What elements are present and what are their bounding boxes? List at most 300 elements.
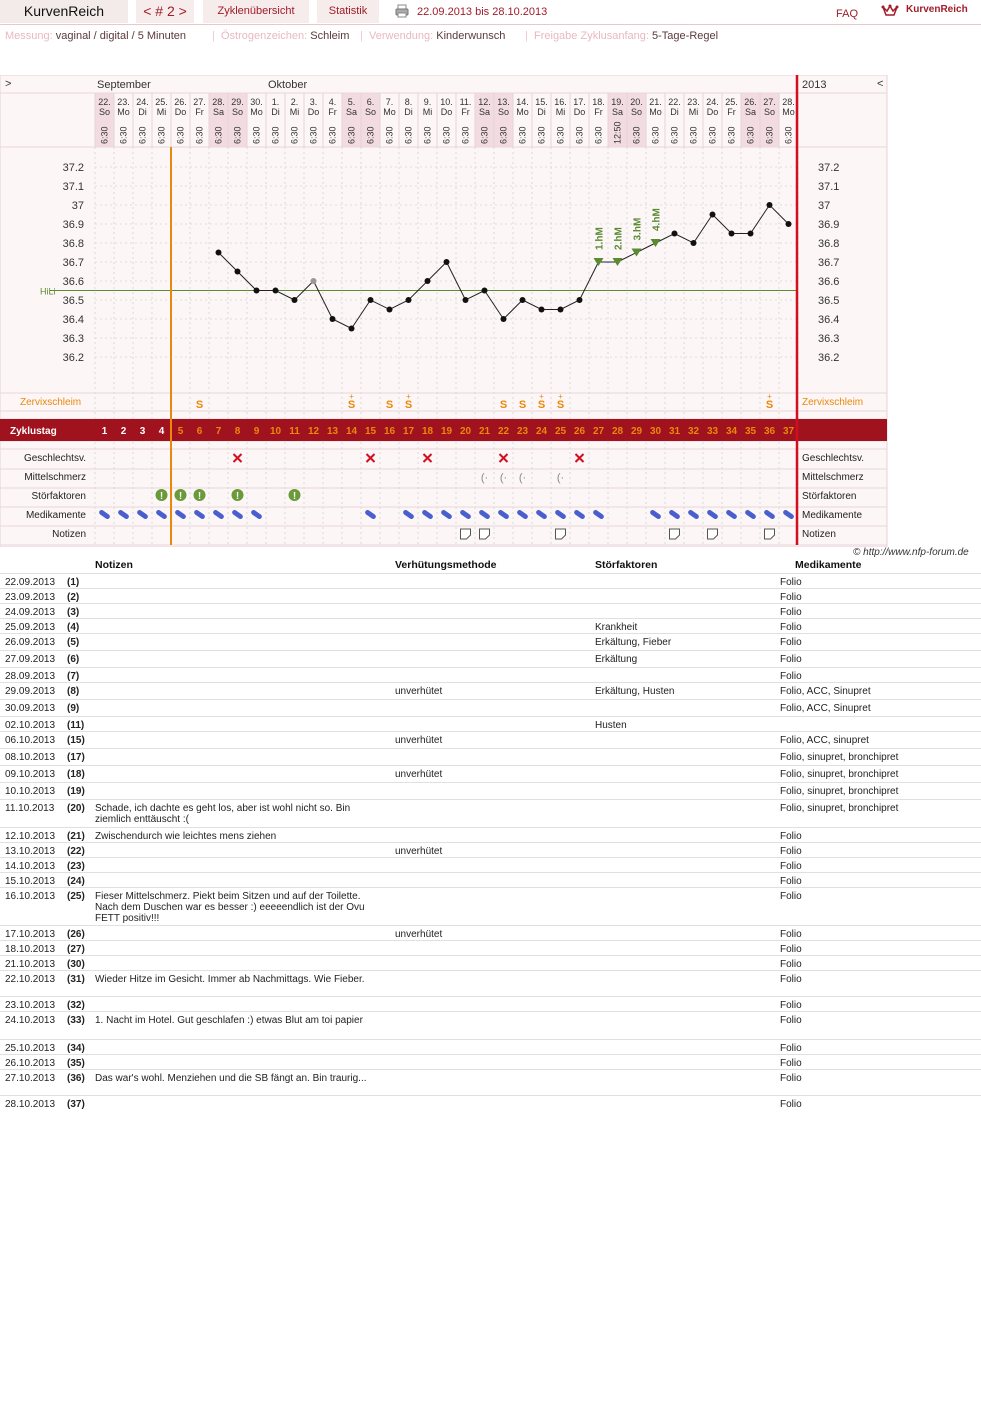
row-meds: Folio bbox=[780, 622, 802, 633]
mittelschmerz-icon: (· bbox=[518, 472, 527, 484]
cycleday-row-label: Zyklustag bbox=[10, 426, 57, 437]
temperature-point bbox=[444, 259, 450, 265]
y-tick-label-right: 36.4 bbox=[818, 314, 840, 326]
mittelschmerz-icon: (· bbox=[480, 472, 489, 484]
row-meds: Folio bbox=[780, 831, 802, 842]
row-cycle-day: (18) bbox=[67, 769, 85, 780]
row-method: unverhütet bbox=[395, 769, 443, 780]
temperature-point bbox=[330, 316, 336, 322]
meta-value: 5-Tage-Regel bbox=[652, 30, 719, 42]
cycle-day-number: 34 bbox=[725, 426, 738, 437]
row-date: 26.09.2013 bbox=[5, 637, 56, 648]
y-tick-label-right: 36.9 bbox=[818, 219, 840, 231]
date-label: 24. bbox=[706, 97, 719, 107]
high-marker-label: 4.hM bbox=[651, 208, 663, 231]
meta-key: Verwendung: bbox=[369, 30, 434, 42]
row-meds: Folio bbox=[780, 1043, 802, 1054]
row-cycle-day: (22) bbox=[67, 846, 85, 857]
temperature-point bbox=[216, 250, 222, 256]
row-date: 21.10.2013 bbox=[5, 959, 56, 970]
weekday-label: Sa bbox=[212, 107, 225, 117]
y-tick-label-left: 36.3 bbox=[62, 333, 84, 345]
weekday-label: Sa bbox=[611, 107, 624, 117]
row-date: 25.09.2013 bbox=[5, 622, 56, 633]
row-cycle-day: (37) bbox=[67, 1099, 85, 1110]
date-label: 23. bbox=[117, 97, 130, 107]
row-cycle-day: (25) bbox=[67, 891, 85, 902]
date-label: 25. bbox=[725, 97, 738, 107]
row-note: Schade, ich dachte es geht los, aber ist wohl nicht so. Bin ziemlich enttäuscht :( bbox=[95, 803, 351, 825]
cycle-day-number: 21 bbox=[478, 426, 491, 437]
row-date: 09.10.2013 bbox=[5, 769, 56, 780]
date-label: 25. bbox=[155, 97, 168, 107]
row-cycle-day: (31) bbox=[67, 974, 85, 985]
temperature-point bbox=[254, 288, 260, 294]
row-meds: Folio bbox=[780, 592, 802, 603]
cervix-plus-mark: + bbox=[558, 392, 563, 401]
table-row bbox=[0, 842, 981, 858]
meta-estrogen bbox=[221, 30, 349, 42]
y-tick-label-right: 36.7 bbox=[818, 257, 840, 269]
row-cycle-day: (17) bbox=[67, 752, 85, 763]
row-date: 22.10.2013 bbox=[5, 974, 56, 985]
row-note: Fieser Mittelschmerz. Piekt beim Sitzen und auf der Toilette. Nach dem Duschen war es besser :) eeeeendlich ist der Ovu FETT positiv!!! bbox=[95, 891, 365, 924]
row-date: 26.10.2013 bbox=[5, 1058, 56, 1069]
faq-link[interactable]: FAQ bbox=[836, 8, 859, 20]
disturbance-icon-mark: ! bbox=[292, 491, 297, 502]
time-label: 6:30 bbox=[688, 126, 699, 144]
row-date: 22.09.2013 bbox=[5, 577, 56, 588]
high-marker-label: 2.hM bbox=[613, 227, 625, 250]
weekday-label: Mo bbox=[649, 107, 662, 117]
weekday-label: Mi bbox=[422, 107, 433, 117]
row-meds: Folio, ACC, sinupret bbox=[780, 735, 869, 746]
time-label: 6:30 bbox=[327, 126, 338, 144]
cycle-period: 22.09.2013 bis 28.10.2013 bbox=[417, 6, 548, 18]
table-row bbox=[0, 955, 981, 971]
weekday-label: Mi bbox=[688, 107, 699, 117]
date-label: 28. bbox=[782, 97, 795, 107]
weekday-label: Mi bbox=[289, 107, 300, 117]
temperature-point bbox=[273, 288, 279, 294]
cycle-day-number: 27 bbox=[592, 426, 605, 437]
time-label: 6:30 bbox=[498, 126, 509, 144]
cycle-day-number: 5 bbox=[177, 426, 184, 437]
row-note: 1. Nacht im Hotel. Gut geschlafen :) etwas Blut am toi papier bbox=[95, 1015, 363, 1026]
row-meds: Folio bbox=[780, 1073, 802, 1084]
time-label: 6:30 bbox=[441, 126, 452, 144]
row-date: 17.10.2013 bbox=[5, 929, 56, 940]
y-tick-label-left: 36.4 bbox=[62, 314, 84, 326]
cycle-day-number: 16 bbox=[383, 426, 396, 437]
row-date: 14.10.2013 bbox=[5, 861, 56, 872]
header-method: Verhütungsmethode bbox=[395, 559, 497, 571]
high-marker-label: 1.hM bbox=[594, 227, 606, 250]
header-notes: Notizen bbox=[95, 559, 133, 571]
time-label: 6:30 bbox=[403, 126, 414, 144]
time-label: 6:30 bbox=[669, 126, 680, 144]
table-row bbox=[0, 716, 981, 732]
table-row bbox=[0, 748, 981, 766]
row-meds: Folio bbox=[780, 846, 802, 857]
meta-key: Östrogenzeichen: bbox=[221, 30, 308, 42]
date-label: 28. bbox=[212, 97, 225, 107]
temperature-point bbox=[520, 297, 526, 303]
table-row bbox=[0, 940, 981, 956]
row-note: Wieder Hitze im Gesicht. Immer ab Nachmittags. Wie Fieber. bbox=[95, 974, 365, 985]
y-tick-label-left: 37 bbox=[71, 200, 84, 212]
row-cycle-day: (19) bbox=[67, 786, 85, 797]
row-meds: Folio, sinupret, bronchipret bbox=[780, 752, 899, 763]
weekday-label: Mo bbox=[117, 107, 130, 117]
date-label: 27. bbox=[193, 97, 206, 107]
time-label: 6:30 bbox=[289, 126, 300, 144]
y-tick-label-left: 36.5 bbox=[62, 295, 84, 307]
cycle-navigator[interactable]: < # 2 > bbox=[136, 0, 194, 23]
time-label: 12:50 bbox=[612, 121, 623, 144]
row-meds: Folio bbox=[780, 577, 802, 588]
weekday-label: Mo bbox=[516, 107, 529, 117]
table-row bbox=[0, 925, 981, 941]
y-tick-label-right: 36.3 bbox=[818, 333, 840, 345]
weekday-label: Do bbox=[706, 107, 719, 117]
date-label: 22. bbox=[98, 97, 111, 107]
y-tick-label-left: 36.2 bbox=[62, 352, 84, 364]
mittelschmerz-icon: (· bbox=[556, 472, 565, 484]
meta-sep: | bbox=[525, 30, 528, 42]
row-meds: Folio bbox=[780, 891, 802, 902]
time-label: 6:30 bbox=[194, 126, 205, 144]
temperature-point bbox=[292, 297, 298, 303]
row-date: 02.10.2013 bbox=[5, 720, 56, 731]
date-label: 15. bbox=[535, 97, 548, 107]
weekday-label: So bbox=[98, 107, 111, 117]
cycle-day-number: 14 bbox=[345, 426, 358, 437]
disturbance-icon-mark: ! bbox=[197, 491, 202, 502]
y-tick-label-right: 36.6 bbox=[818, 276, 840, 288]
row-date: 15.10.2013 bbox=[5, 876, 56, 887]
cycle-day-number: 33 bbox=[706, 426, 719, 437]
meta-release bbox=[534, 30, 718, 42]
meta-value: Schleim bbox=[310, 30, 350, 42]
cycle-day-number: 32 bbox=[687, 426, 700, 437]
cycle-day-number: 36 bbox=[763, 426, 776, 437]
row-date: 23.09.2013 bbox=[5, 592, 56, 603]
row-meds: Folio bbox=[780, 929, 802, 940]
table-row bbox=[0, 996, 981, 1012]
time-label: 6:30 bbox=[650, 126, 661, 144]
year-label: 2013 bbox=[802, 79, 827, 91]
meta-value: Kinderwunsch bbox=[436, 30, 506, 42]
time-label: 6:30 bbox=[555, 126, 566, 144]
cycle-chart bbox=[0, 75, 890, 547]
meta-key: Freigabe Zyklusanfang: bbox=[534, 30, 649, 42]
time-label: 6:30 bbox=[118, 126, 129, 144]
row-note: Zwischendurch wie leichtes mens ziehen bbox=[95, 831, 277, 842]
cycle-day-number: 29 bbox=[630, 426, 643, 437]
tab-cycle-overview[interactable]: Zyklenübersicht bbox=[203, 0, 309, 23]
date-label: 10. bbox=[440, 97, 453, 107]
cycle-day-number: 6 bbox=[196, 426, 203, 437]
cycle-day-number: 10 bbox=[269, 426, 282, 437]
time-label: 6:30 bbox=[175, 126, 186, 144]
meta-key: Messung: bbox=[5, 30, 53, 42]
date-label: 23. bbox=[687, 97, 700, 107]
copyright-credit: © http://www.nfp-forum.de bbox=[853, 547, 969, 558]
row-note: Das war's wohl. Menziehen und die SB fängt an. Bin traurig... bbox=[95, 1073, 367, 1084]
time-label: 6:30 bbox=[536, 126, 547, 144]
table-row bbox=[0, 682, 981, 700]
row-meds: Folio bbox=[780, 876, 802, 887]
cycle-day-number: 1 bbox=[101, 426, 108, 437]
time-label: 6:30 bbox=[726, 126, 737, 144]
table-row bbox=[0, 857, 981, 873]
row-date: 27.09.2013 bbox=[5, 654, 56, 665]
temperature-point bbox=[558, 307, 564, 313]
date-label: 22. bbox=[668, 97, 681, 107]
disturbance-icon-mark: ! bbox=[178, 491, 183, 502]
row-date: 11.10.2013 bbox=[5, 803, 55, 814]
date-label: 26. bbox=[744, 97, 757, 107]
cycle-day-number: 18 bbox=[421, 426, 434, 437]
weekday-label: Di bbox=[404, 107, 413, 117]
row-meds: Folio bbox=[780, 1015, 802, 1026]
weekday-label: Do bbox=[174, 107, 187, 117]
date-label: 1. bbox=[271, 97, 280, 107]
date-label: 29. bbox=[231, 97, 244, 107]
printer-icon[interactable] bbox=[395, 4, 409, 18]
weekday-label: So bbox=[763, 107, 776, 117]
cycle-day-number: 19 bbox=[440, 426, 453, 437]
date-label: 26. bbox=[174, 97, 187, 107]
weekday-label: Mo bbox=[782, 107, 795, 117]
row-cycle-day: (30) bbox=[67, 959, 85, 970]
table-row bbox=[0, 618, 981, 634]
meta-sep: | bbox=[360, 30, 363, 42]
weekday-label: Fr bbox=[594, 107, 603, 117]
weekday-label: So bbox=[231, 107, 244, 117]
crown-logo-icon bbox=[881, 3, 899, 19]
row-date: 28.10.2013 bbox=[5, 1099, 56, 1110]
y-tick-label-left: 36.6 bbox=[62, 276, 84, 288]
mittelschmerz-row-label-right: Mittelschmerz bbox=[802, 472, 864, 483]
y-tick-label-left: 37.2 bbox=[62, 162, 84, 174]
cycle-day-number: 20 bbox=[459, 426, 472, 437]
date-label: 21. bbox=[649, 97, 662, 107]
coverline-label: HiLi bbox=[40, 286, 56, 297]
temperature-point bbox=[672, 231, 678, 237]
cycle-day-number: 28 bbox=[611, 426, 624, 437]
table-row bbox=[0, 782, 981, 800]
cycle-day-number: 35 bbox=[744, 426, 757, 437]
intercourse-row-label: Geschlechtsv. bbox=[23, 453, 86, 464]
temperature-point bbox=[729, 231, 735, 237]
time-label: 6:30 bbox=[308, 126, 319, 144]
chart-nav-right[interactable]: < bbox=[877, 78, 884, 90]
row-date: 30.09.2013 bbox=[5, 703, 56, 714]
tab-statistics[interactable]: Statistik bbox=[317, 0, 379, 23]
row-date: 12.10.2013 bbox=[5, 831, 56, 842]
meta-value: vaginal / digital / 5 Minuten bbox=[55, 30, 187, 42]
date-label: 9. bbox=[423, 97, 432, 107]
cervix-mark: S bbox=[499, 399, 508, 411]
cervix-mark: S bbox=[765, 399, 774, 411]
meds-row-label-right: Medikamente bbox=[802, 510, 863, 521]
cycle-day-number: 25 bbox=[554, 426, 567, 437]
table-row bbox=[0, 603, 981, 619]
row-meds: Folio, sinupret, bronchipret bbox=[780, 786, 899, 797]
table-row bbox=[0, 1054, 981, 1070]
cervix-plus-mark: + bbox=[767, 392, 772, 401]
temperature-point bbox=[482, 288, 488, 294]
disturbance-icon-mark: ! bbox=[235, 491, 240, 502]
cervix-row-label-right: Zervixschleim bbox=[802, 397, 864, 408]
date-label: 24. bbox=[136, 97, 149, 107]
cycle-day-number: 15 bbox=[364, 426, 377, 437]
date-label: 18. bbox=[592, 97, 605, 107]
time-label: 6:30 bbox=[764, 126, 775, 144]
date-label: 7. bbox=[385, 97, 394, 107]
date-label: 2. bbox=[290, 97, 299, 107]
row-method: unverhütet bbox=[395, 686, 443, 697]
month-label: September bbox=[97, 79, 151, 91]
row-meds: Folio bbox=[780, 1000, 802, 1011]
time-label: 6:30 bbox=[745, 126, 756, 144]
row-disturb: Erkältung, Husten bbox=[595, 686, 675, 697]
temperature-point bbox=[368, 297, 374, 303]
notes-row-label-right: Notizen bbox=[802, 529, 836, 540]
date-label: 27. bbox=[763, 97, 776, 107]
row-meds: Folio, sinupret, bronchipret bbox=[780, 769, 899, 780]
row-date: 23.10.2013 bbox=[5, 1000, 56, 1011]
date-label: 6. bbox=[366, 97, 375, 107]
weekday-label: Fr bbox=[727, 107, 736, 117]
row-date: 18.10.2013 bbox=[5, 944, 56, 955]
row-date: 24.09.2013 bbox=[5, 607, 56, 618]
time-label: 6:30 bbox=[384, 126, 395, 144]
row-meds: Folio bbox=[780, 654, 802, 665]
table-row bbox=[0, 765, 981, 783]
row-date: 27.10.2013 bbox=[5, 1073, 56, 1084]
cervix-row-label: Zervixschleim bbox=[20, 397, 82, 408]
cycle-day-number: 17 bbox=[402, 426, 415, 437]
weekday-label: So bbox=[364, 107, 377, 117]
temperature-point bbox=[349, 326, 355, 332]
weekday-label: Mo bbox=[383, 107, 396, 117]
row-method: unverhütet bbox=[395, 846, 443, 857]
high-marker-label: 3.hM bbox=[632, 217, 644, 241]
brand-title[interactable]: KurvenReich bbox=[0, 0, 128, 23]
time-label: 6:30 bbox=[99, 126, 110, 144]
date-label: 13. bbox=[497, 97, 510, 107]
weekday-label: Di bbox=[670, 107, 679, 117]
meta-sep: | bbox=[212, 30, 215, 42]
row-disturb: Husten bbox=[595, 720, 627, 731]
notes-row-label: Notizen bbox=[52, 529, 86, 540]
temperature-point bbox=[235, 269, 241, 275]
row-meds: Folio bbox=[780, 607, 802, 618]
row-cycle-day: (11) bbox=[67, 720, 85, 731]
row-date: 08.10.2013 bbox=[5, 752, 56, 763]
date-label: 30. bbox=[250, 97, 263, 107]
row-disturb: Krankheit bbox=[595, 622, 638, 633]
table-row bbox=[0, 731, 981, 749]
disturb-row-label-right: Störfaktoren bbox=[802, 491, 857, 502]
row-cycle-day: (4) bbox=[67, 622, 80, 633]
time-label: 6:30 bbox=[479, 126, 490, 144]
date-label: 20. bbox=[630, 97, 643, 107]
weekday-label: Mi bbox=[555, 107, 566, 117]
time-label: 6:30 bbox=[422, 126, 433, 144]
temperature-point bbox=[767, 202, 773, 208]
temperature-point bbox=[748, 231, 754, 237]
row-cycle-day: (23) bbox=[67, 861, 85, 872]
time-label: 6:30 bbox=[346, 126, 357, 144]
row-meds: Folio, ACC, Sinupret bbox=[780, 686, 871, 697]
cycle-day-number: 24 bbox=[535, 426, 548, 437]
row-cycle-day: (34) bbox=[67, 1043, 85, 1054]
y-tick-label-right: 36.8 bbox=[818, 238, 840, 250]
y-tick-label-right: 37 bbox=[818, 200, 831, 212]
top-bar bbox=[0, 0, 981, 25]
chart-nav-left[interactable]: > bbox=[5, 78, 12, 90]
weekday-label: Di bbox=[138, 107, 147, 117]
row-cycle-day: (20) bbox=[67, 803, 85, 814]
date-label: 19. bbox=[611, 97, 624, 107]
date-label: 4. bbox=[328, 97, 337, 107]
row-meds: Folio bbox=[780, 944, 802, 955]
y-tick-label-left: 36.9 bbox=[62, 219, 84, 231]
temperature-point bbox=[425, 278, 431, 284]
row-meds: Folio bbox=[780, 861, 802, 872]
table-row bbox=[0, 588, 981, 604]
meds-row-label: Medikamente bbox=[25, 510, 86, 521]
time-label: 6:30 bbox=[137, 126, 148, 144]
row-disturb: Erkältung, Fieber bbox=[595, 637, 672, 648]
y-tick-label-left: 37.1 bbox=[62, 181, 84, 193]
time-label: 6:30 bbox=[270, 126, 281, 144]
time-label: 6:30 bbox=[156, 126, 167, 144]
date-label: 14. bbox=[516, 97, 529, 107]
row-date: 13.10.2013 bbox=[5, 846, 56, 857]
meta-usage bbox=[369, 30, 505, 42]
table-row bbox=[0, 970, 981, 997]
row-meds: Folio bbox=[780, 671, 802, 682]
date-label: 17. bbox=[573, 97, 586, 107]
weekday-label: Mi bbox=[156, 107, 167, 117]
weekday-label: So bbox=[630, 107, 643, 117]
row-date: 06.10.2013 bbox=[5, 735, 56, 746]
row-method: unverhütet bbox=[395, 929, 443, 940]
row-cycle-day: (7) bbox=[67, 671, 80, 682]
time-label: 6:30 bbox=[631, 126, 642, 144]
row-cycle-day: (35) bbox=[67, 1058, 85, 1069]
cervix-mark: S bbox=[518, 399, 527, 411]
weekday-label: Sa bbox=[744, 107, 757, 117]
mittelschmerz-row-label: Mittelschmerz bbox=[24, 472, 86, 483]
weekday-label: Fr bbox=[461, 107, 470, 117]
row-meds: Folio bbox=[780, 1099, 802, 1110]
cycle-day-number: 9 bbox=[253, 426, 260, 437]
row-cycle-day: (15) bbox=[67, 735, 85, 746]
table-row bbox=[0, 573, 981, 589]
row-meds: Folio, ACC, Sinupret bbox=[780, 703, 871, 714]
cervix-mark: S bbox=[537, 399, 546, 411]
row-meds: Folio, sinupret, bronchipret bbox=[780, 803, 899, 814]
row-cycle-day: (9) bbox=[67, 703, 80, 714]
date-label: 5. bbox=[347, 97, 356, 107]
cycle-day-number: 8 bbox=[234, 426, 241, 437]
